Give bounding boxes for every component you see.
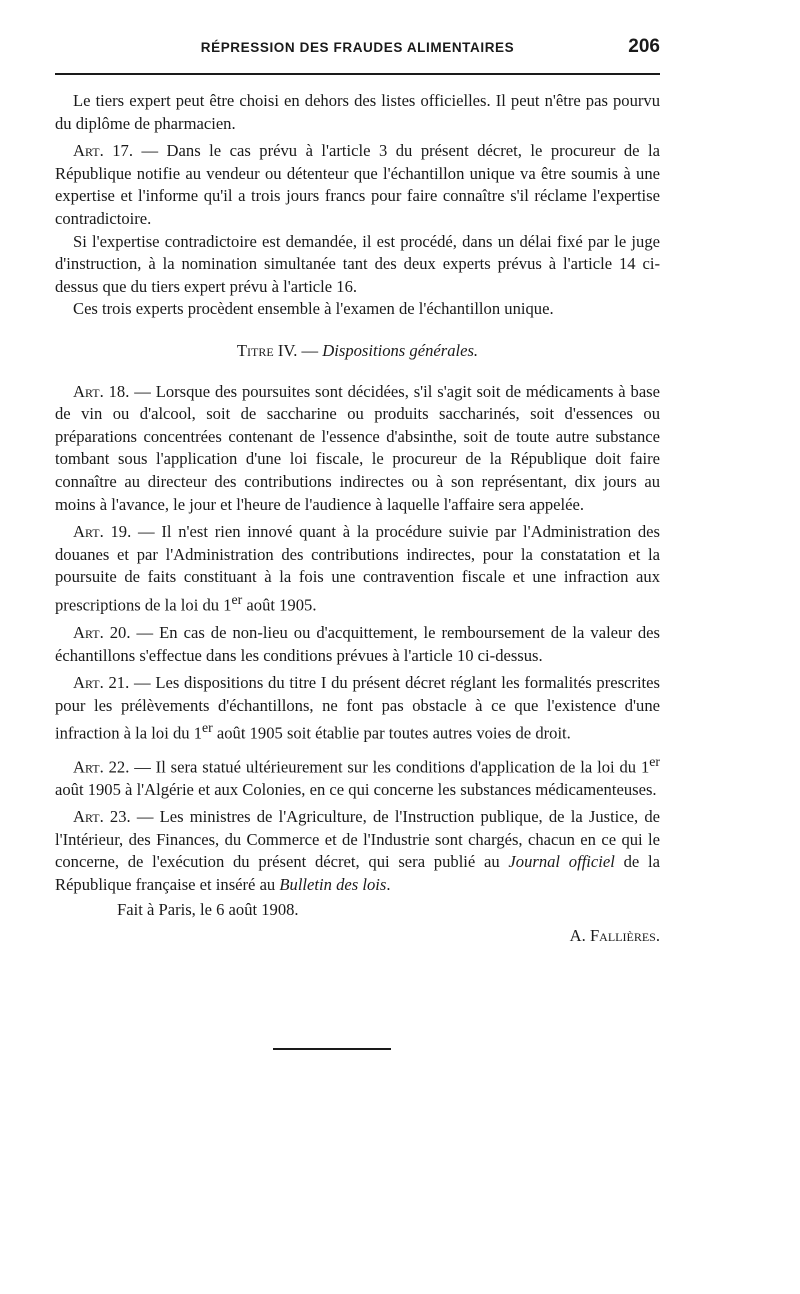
article-label: Art. 17. [73,141,133,161]
article-text: — En cas de non-lieu ou d'acquittement, le remboursement de la valeur des échantillons s'effectue dans les conditions prévues à l'article 10 ci-dessus. [55,623,661,665]
section-label: Titre IV. [236,340,298,360]
article-text: — Il n'est rien innové quant à la procédure suivie par l'Administration des douanes et par l'Administration des contributions indirectes, pour la constatation et la poursuite de faits constituant à la fois une contravention fiscale et une infraction aux prescriptions de la loi du 1 [55,522,661,615]
article-19 [55,521,660,617]
paragraph-trois-experts [55,298,660,321]
superscript: er [202,720,213,736]
header-rule [55,73,660,75]
article-label: Art. 22. [73,757,130,777]
section-title: Dispositions générales. [322,340,479,360]
page-number: 206 [628,36,660,57]
article-21 [55,672,660,745]
article-text: — Dans le cas prévu à l'article 3 du présent décret, le procureur de la République notifie au vendeur ou détenteur que l'échantillon unique va être soumis à une expertise et l'informe qu'il a trois jours francs pour faire connaître s'il réclame l'expertise contradictoire. [55,141,660,228]
article-text-end: août 1905 à l'Algérie et aux Colonies, en ce qui concerne les substances médicamenteuses. [55,779,657,799]
page-header [55,36,660,60]
article-text-end: août 1905. [242,595,317,615]
section-heading [55,340,660,363]
article-text: — Les dispositions du titre I du présent décret réglant les formalités prescrites pour les prélèvements d'échantillons, ne font pas obstacle à ce que l'existence d'une infraction à la loi du 1 [55,673,660,743]
article-label: Art. 21. [73,673,130,693]
article-text-end: août 1905 soit établie par toutes autres voies de droit. [212,723,571,743]
article-18 [55,381,660,517]
article-23 [55,806,660,896]
article-text: — Les ministres de l'Agriculture, de l'Instruction publique, de la Justice, de l'Intérieur, des Finances, du Commerce et de l'Industrie sont chargés, chacun en ce qui le concerne, de l'exécution du présent décret, qui sera publié au [55,807,661,872]
article-label: Art. 18. [73,381,130,401]
article-label: Art. 23. [73,807,131,827]
body-text [55,90,660,949]
signature: A. Fallières. [569,925,660,945]
end-rule [273,1048,391,1050]
article-17 [55,140,660,230]
running-title: RÉPRESSION DES FRAUDES ALIMENTAIRES [200,40,515,55]
article-label: Art. 20. [73,623,131,642]
paragraph-tiers-expert [55,90,660,135]
article-text-mid: de la République française et inséré au [55,852,660,894]
bulletin-title: Bulletin des lois [279,875,387,894]
article-text: — Lorsque des poursuites sont décidées, s'il s'agit soit de médicaments à base de vin ou d'alcool, soit de saccharine ou produits saccharinés, soit d'essences ou préparations concentrées contenant de l'essence d'absinthe, soit de toute autre substance tombant sous l'application d'une loi fiscale, le procureur de la République doit faire connaître au directeur des contributions indirectes ou à son représentant, dix jours au moins à l'avance, le jour et l'heure de l'audience à laquelle l'affaire sera appelée. [55,381,661,514]
journal-title: Journal officiel [508,852,615,872]
paragraph-expertise-contradictoire [55,231,660,299]
article-20 [55,622,660,667]
paragraph-text: Si l'expertise contradictoire est demandée, il est procédé, dans un délai fixé par le juge d'instruction, à la nomination simultanée tant des deux experts prévus à l'article 14 ci-dessus que du tiers expert prévu à l'article 16. [55,231,660,296]
date-line: Fait à Paris, le 6 août 1908. [117,899,299,919]
superscript: er [231,591,243,607]
article-22 [55,751,660,802]
article-label: Art. 19. [73,522,132,542]
closing-block [55,899,660,949]
section-dash: — [297,340,323,360]
article-text-end: . [386,875,391,894]
paragraph-text: Le tiers expert peut être choisi en dehors des listes officielles. Il peut n'être pas pourvu du diplôme de pharmacien. [55,91,660,133]
article-text: — Il sera statué ultérieurement sur les conditions d'application de la loi du 1 [129,757,650,777]
superscript: er [649,753,660,769]
paragraph-text: Ces trois experts procèdent ensemble à l'examen de l'échantillon unique. [73,299,554,319]
